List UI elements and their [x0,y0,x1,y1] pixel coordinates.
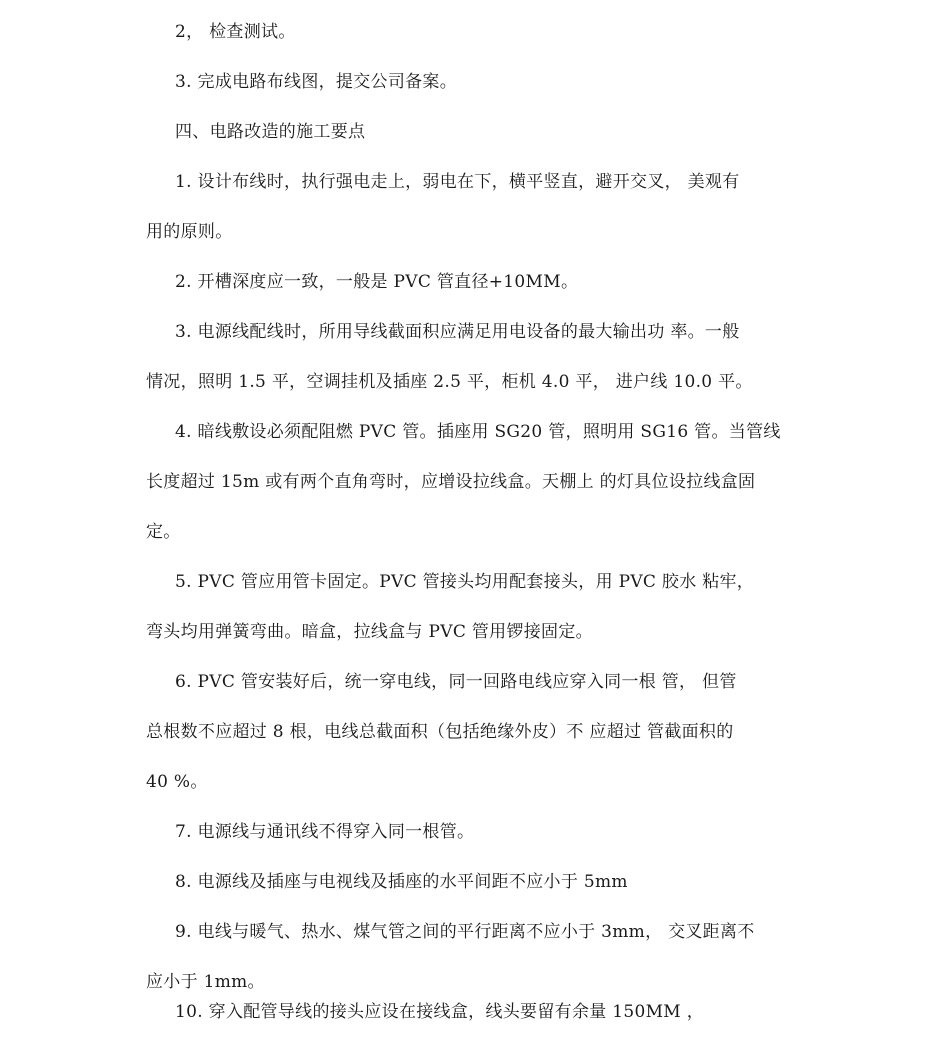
text-line: 8. 电源线及插座与电视线及插座的水平间距不应小于 5mm [175,872,628,892]
text-line: 用的原则。 [146,222,233,242]
text-line: 2， 检查测试。 [175,22,296,42]
text-line: 情况，照明 1.5 平，空调挂机及插座 2.5 平，柜机 4.0 平， 进户线 10.0 平。 [146,372,753,392]
text-line: 6. PVC 管安装好后，统一穿电线，同一回路电线应穿入同一根 管， 但管 [175,672,737,692]
text-line: 7. 电源线与通讯线不得穿入同一根管。 [175,822,475,842]
text-line: 长度超过 15m 或有两个直角弯时，应增设拉线盒。天棚上 的灯具位设拉线盒固 [146,472,756,492]
text-line: 1. 设计布线时，执行强电走上，弱电在下，横平竖直，避开交叉， 美观有 [175,172,740,192]
text-line: 40 %。 [146,772,208,792]
text-line: 应小于 1mm。 [146,972,265,992]
section-heading: 四、电路改造的施工要点 [175,122,366,142]
text-line: 10. 穿入配管导线的接头应设在接线盒，线头要留有余量 150MM ， [175,1002,705,1022]
text-line: 总根数不应超过 8 根，电线总截面积（包括绝缘外皮）不 应超过 管截面积的 [146,722,734,742]
text-line: 2. 开槽深度应一致，一般是 PVC 管直径+10MM。 [175,272,579,292]
text-line: 5. PVC 管应用管卡固定。PVC 管接头均用配套接头，用 PVC 胶水 粘牢， [175,572,755,592]
text-line: 3. 电源线配线时，所用导线截面积应满足用电设备的最大输出功 率。一般 [175,322,740,342]
text-line: 定。 [146,522,181,542]
text-line: 4. 暗线敷设必须配阻燃 PVC 管。插座用 SG20 管，照明用 SG16 管。当管线 [175,422,781,442]
text-line: 3. 完成电路布线图，提交公司备案。 [175,72,458,92]
text-line: 弯头均用弹簧弯曲。暗盒，拉线盒与 PVC 管用锣接固定。 [146,622,593,642]
text-line: 9. 电线与暖气、热水、煤气管之间的平行距离不应小于 3mm， 交叉距离不 [175,922,755,942]
